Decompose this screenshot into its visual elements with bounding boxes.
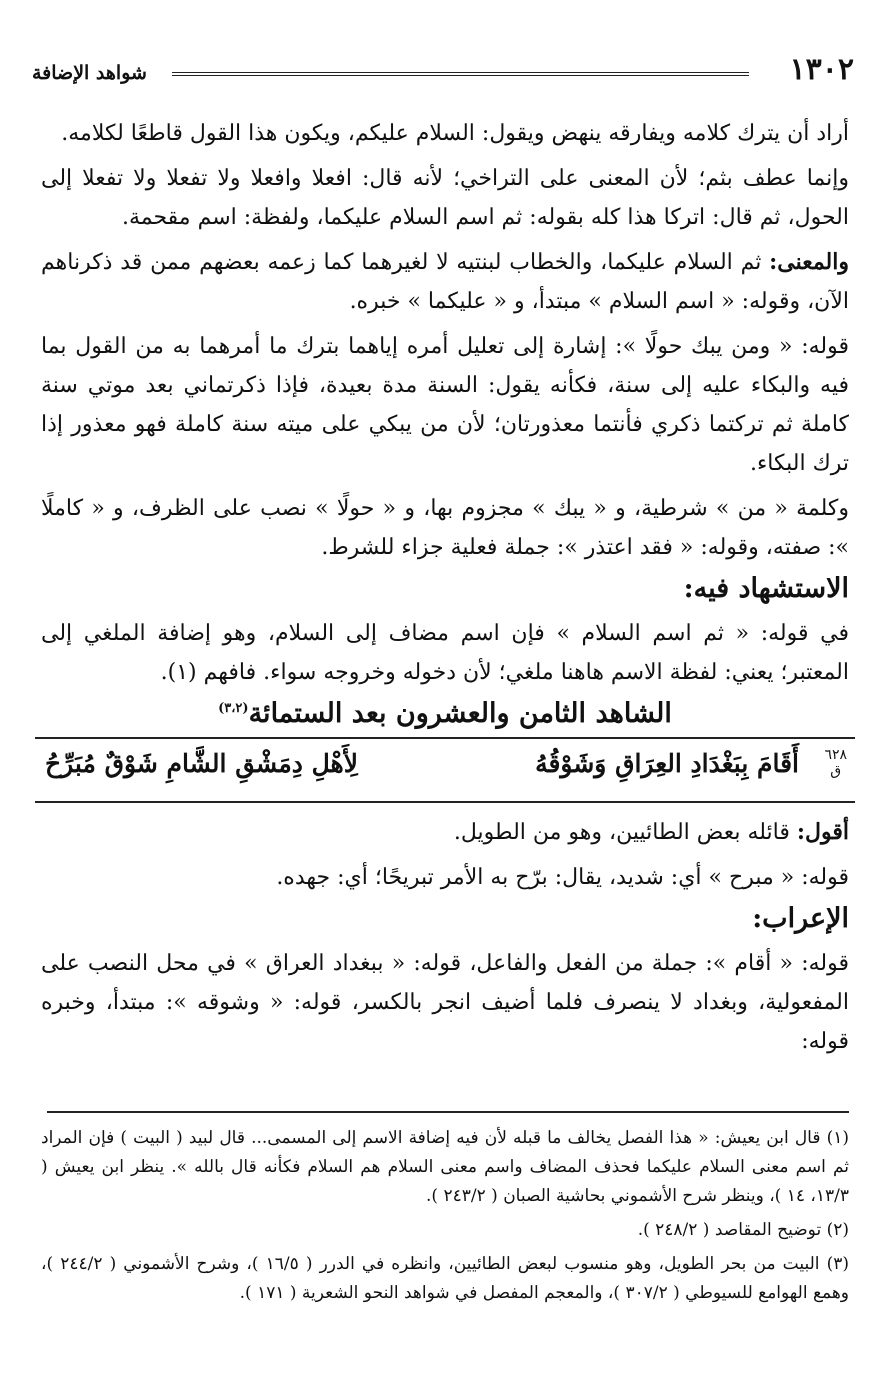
footnote: (١) قال ابن يعيش: « هذا الفصل يخالف ما قبله لأن فيه إضافة الاسم إلى المسمى... قال لبيد ( البيت ) فإن المراد ثم اسم معنى السلام عليكما فحذف المضاف واسم معنى السلام هم السلام فكأنه قال بالله ». ينظر ابن يعيش ( ١٣/٣، ١٤ )، وينظر شرح الأشموني بحاشية الصبان ( ٢٤٣/٢ ). — [41, 1128, 849, 1206]
paragraph-text: ثم السلام عليكما، والخطاب لبنتيه لا لغيرهما كما زعمه بعضهم ممن قد ذكرناهم الآن، وقوله: « اسم السلام » مبتدأ، و « عليكما » خبره. — [41, 250, 849, 314]
paragraph-text: قائله بعض الطائيين، وهو من الطويل. — [453, 820, 790, 845]
verse-box — [35, 737, 855, 803]
paragraph-lead: أقول: — [796, 819, 849, 845]
footnotes — [41, 1124, 849, 1313]
paragraph: قوله: « أقام »: جملة من الفعل والفاعل، قوله: « ببغداد العراق » في محل النصب على المفعولية، وبغداد لا ينصرف فلما أضيف انجر بالكسر، قوله: « وشوقه »: مبتدأ، وخبره قوله: — [41, 951, 849, 1054]
paragraph: وإنما عطف بثم؛ لأن المعنى على التراخي؛ لأنه قال: افعلا وافعلا ولا تفعلا ولا تفعلا إلى الحول، ثم قال: اتركا هذا كله بقوله: ثم اسم السلام عليكما، ولفظة: اسم مقحمة. — [41, 166, 849, 230]
header-rule — [172, 72, 749, 76]
paragraph — [41, 813, 849, 852]
paragraph: في قوله: « ثم اسم السلام » فإن اسم مضاف إلى السلام، وهو إضافة الملغي إلى المعتبر؛ يعني: لفظة الاسم هاهنا ملغي؛ لأن دخوله وخروجه سواء. فافهم (١). — [41, 621, 849, 685]
verse-number-value: ٦٢٨ — [824, 747, 847, 763]
main-text — [41, 114, 849, 1067]
paragraph: أراد أن يترك كلامه ويفارقه ينهض ويقول: السلام عليكم، ويكون هذا القول قاطعًا لكلامه. — [61, 121, 849, 146]
footnote-separator — [47, 1111, 849, 1113]
footnote: (٢) توضيح المقاصد ( ٢٤٨/٢ ). — [637, 1220, 849, 1240]
page-number: ١٣٠٢ — [789, 52, 854, 87]
running-title: شواهد الإضافة — [32, 62, 147, 84]
paragraph — [41, 243, 849, 321]
paragraph: وكلمة « من » شرطية، و « يبك » مجزوم بها، و « حولًا » نصب على الظرف، و « كاملًا »: صفته، وقوله: « فقد اعتذر »: جملة فعلية جزاء للشرط. — [41, 496, 849, 560]
verse-second-hemistich: لِأَهْلِ دِمَشْقِ الشَّامِ شَوْقٌ مُبَرِّحُ — [45, 749, 358, 778]
verse-marker: ق — [830, 763, 842, 779]
verse-number — [824, 747, 847, 779]
page-header — [32, 52, 854, 92]
footnote: (٣) البيت من بحر الطويل، وهو منسوب لبعض الطائيين، وانظره في الدرر ( ١٦/٥ )، وشرح الأشموني ( ٢٤٤/٢ )، وهمع الهوامع للسيوطي ( ٣٠٧/٢ )، والمعجم المفصل في شواهد النحو الشعرية ( ١٧١ ). — [41, 1254, 849, 1303]
shahid-title — [41, 698, 849, 729]
section-heading-istishhad: الاستشهاد فيه: — [683, 573, 849, 604]
paragraph: قوله: « مبرح » أي: شديد، يقال: برّح به الأمر تبريحًا؛ أي: جهده. — [276, 865, 849, 890]
shahid-title-text: الشاهد الثامن والعشرون بعد الستمائة — [248, 698, 672, 729]
verse-first-hemistich: أَقَامَ بِبَغْدَادِ العِرَاقِ وَشَوْقُهُ — [535, 749, 799, 778]
section-heading-irab: الإعراب: — [752, 903, 849, 934]
shahid-footnote-ref: (٣،٢) — [218, 701, 249, 716]
paragraph: قوله: « ومن يبك حولًا »: إشارة إلى تعليل أمره إياهما بترك ما أمرهما به من القول بما فيه والبكاء عليه إلى سنة، فكأنه يقول: السنة مدة بعيدة، فإذا ذكرتماني بعد موتي سنة كاملة ثم تركتما ذكري فأنتما معذورتان؛ لأن من يبكي على ميته سنة كاملة فهو معذور إذا ترك البكاء. — [41, 334, 849, 476]
paragraph-lead: والمعنى: — [769, 249, 849, 275]
